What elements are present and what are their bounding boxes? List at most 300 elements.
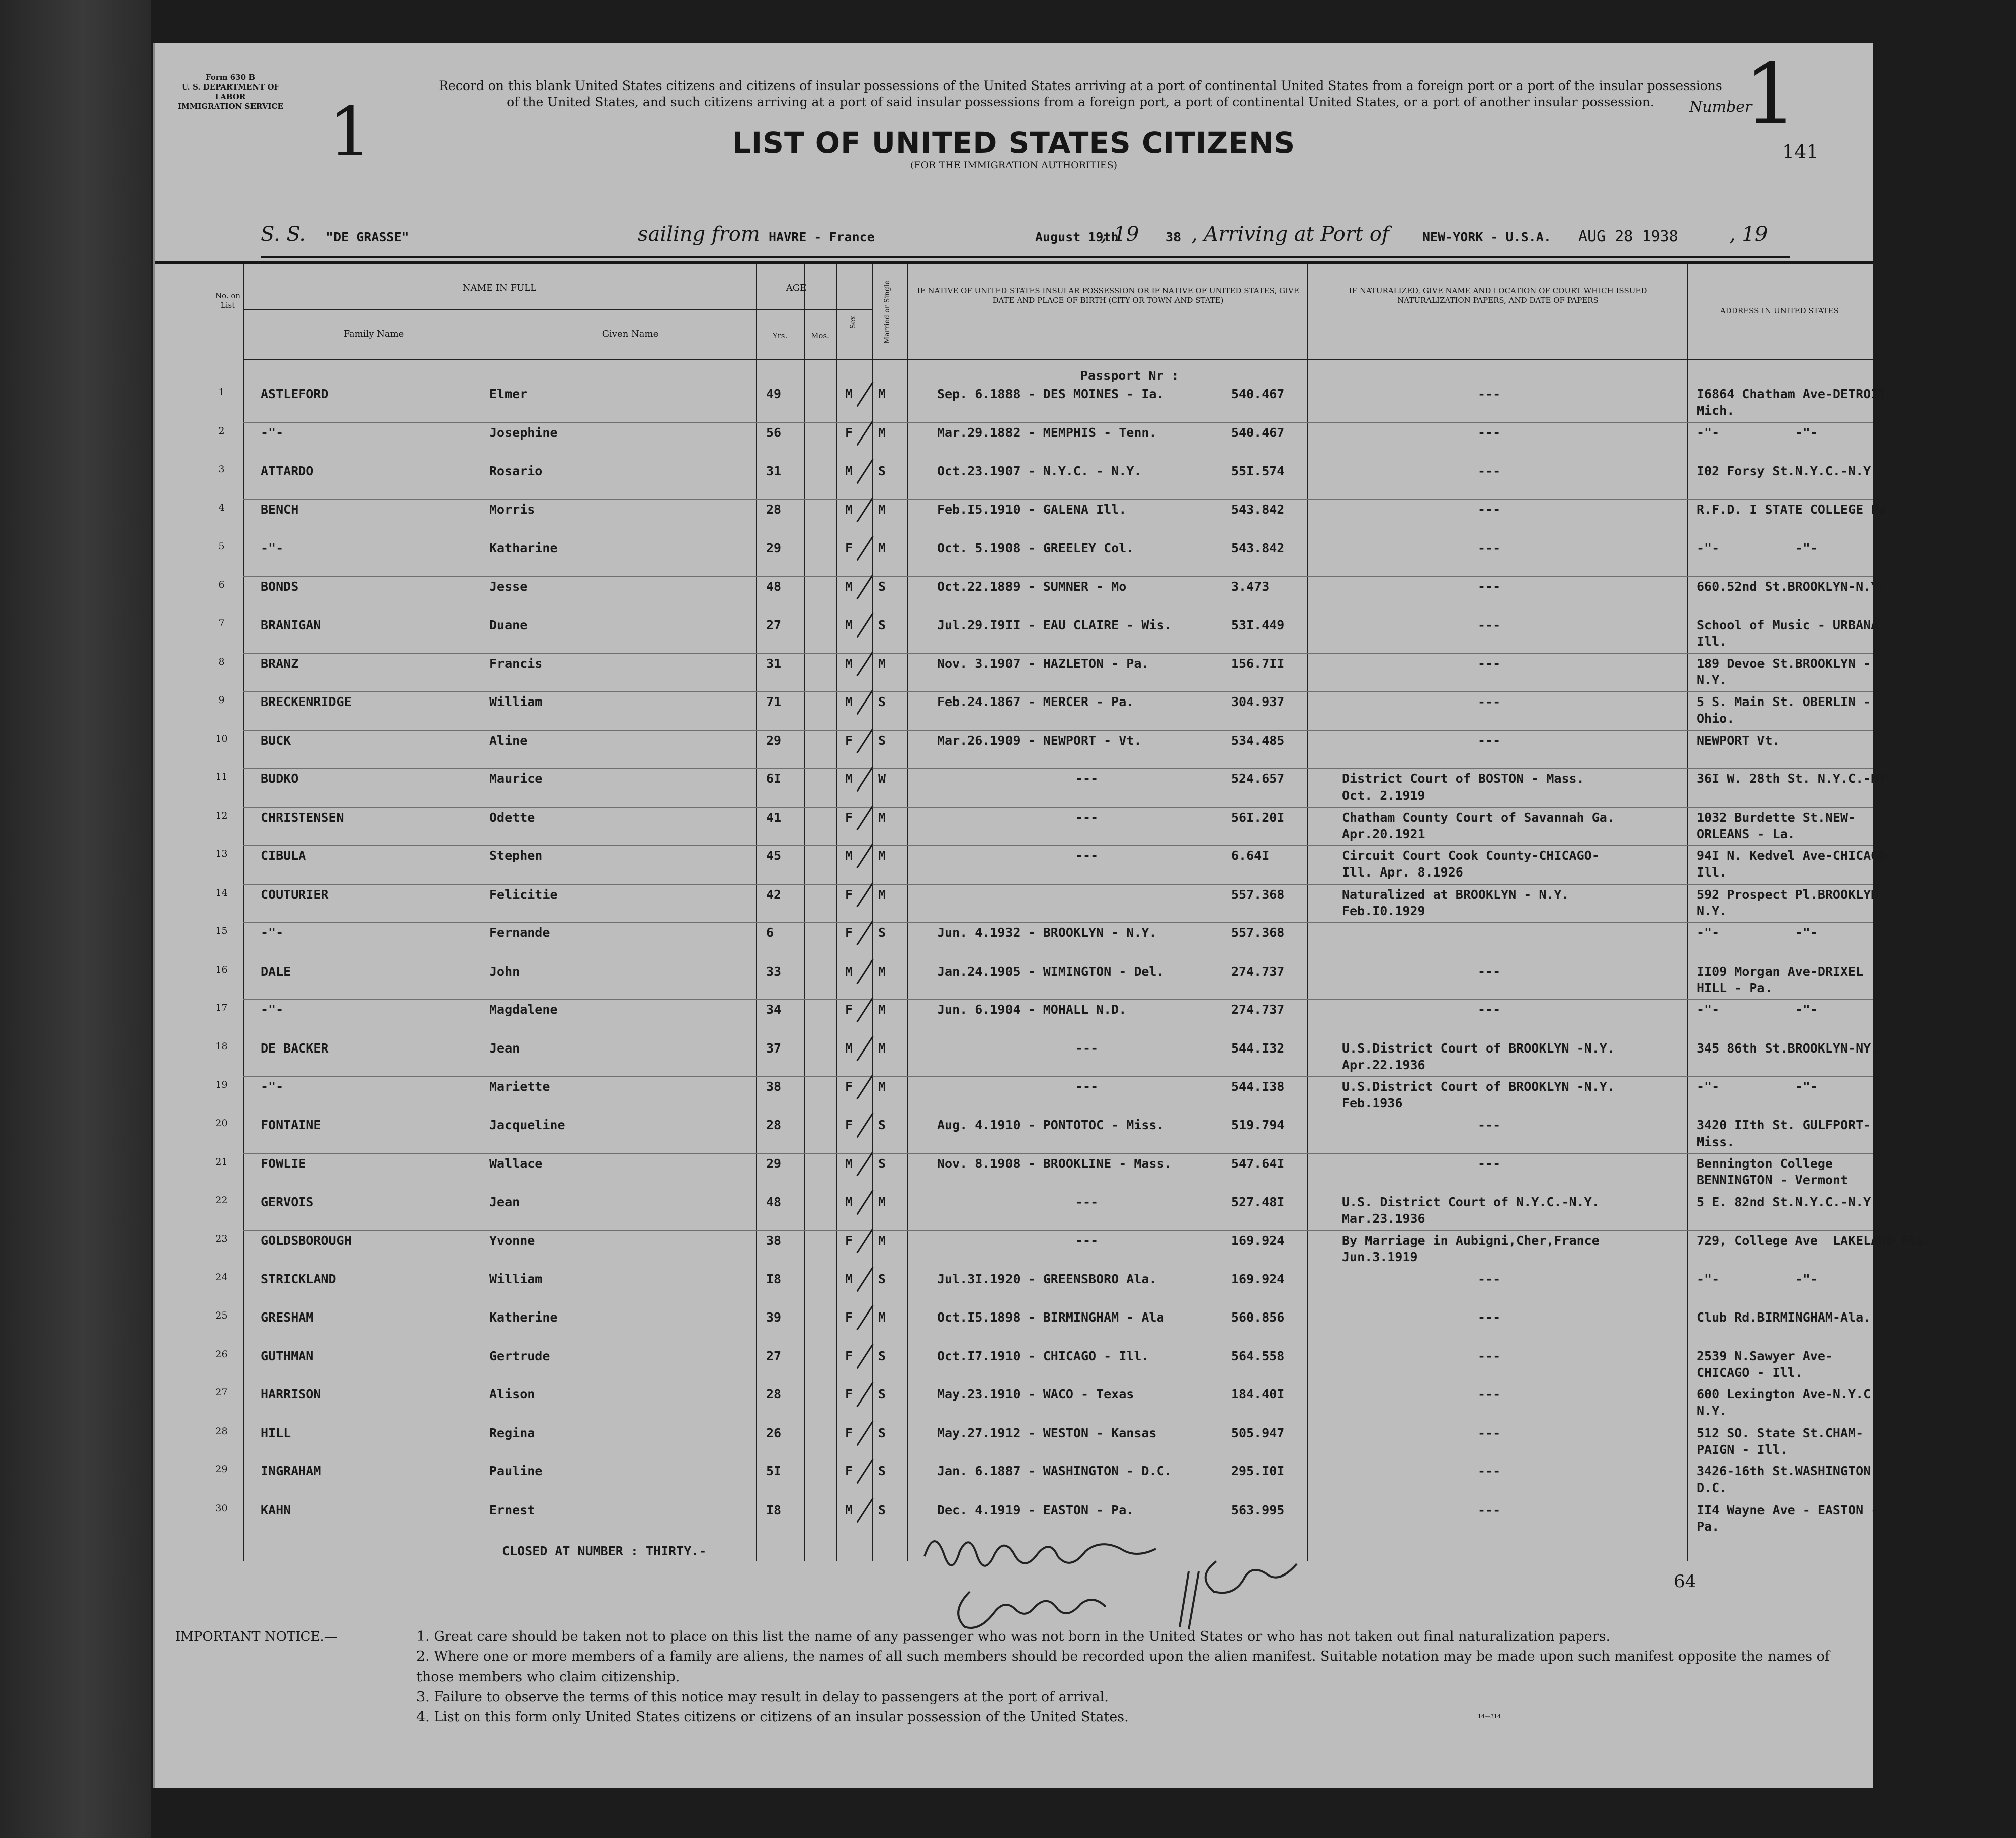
handwritten-list-number: 1 <box>328 93 372 171</box>
marital-status: M <box>878 541 886 555</box>
address: 189 Devoe St.BROOKLYN - <box>1697 656 1871 671</box>
naturalization-court: --- <box>1478 1310 1501 1325</box>
passport-number: 55I.574 <box>1231 464 1285 478</box>
passport-number: 56I.20I <box>1231 810 1285 825</box>
passport-number: 527.48I <box>1231 1194 1285 1209</box>
address: -"- -"- <box>1697 541 1818 555</box>
age-years: 38 <box>766 1233 782 1248</box>
birth-date-place: --- <box>1075 1040 1099 1056</box>
passport-number: 274.737 <box>1231 964 1285 979</box>
address: ORLEANS - La. <box>1697 826 1795 841</box>
age-years: 41 <box>766 810 782 825</box>
birth-date-place: Nov. 3.1907 - HAZLETON - Pa. <box>937 656 1149 671</box>
row-rule <box>243 691 1873 692</box>
age-years: 49 <box>766 387 782 401</box>
age-years: 27 <box>766 618 782 632</box>
birth-date-place: Aug. 4.1910 - PONTOTOC - Miss. <box>937 1117 1164 1132</box>
row-number: 15 <box>215 925 228 936</box>
form-code: 14—314 <box>1478 1713 1501 1720</box>
birth-date-place: Jan. 6.1887 - WASHINGTON - D.C. <box>937 1464 1172 1478</box>
check-mark <box>856 1189 873 1214</box>
marital-status: S <box>878 464 886 478</box>
passport-number: 540.467 <box>1231 387 1285 401</box>
naturalization-court: --- <box>1478 464 1501 478</box>
passport-number: 3.473 <box>1231 579 1270 594</box>
sex: M <box>845 1194 853 1209</box>
sheet-number: 141 <box>1782 141 1819 163</box>
marital-status: S <box>878 1271 886 1286</box>
marital-status: M <box>878 502 886 517</box>
row-number: 22 <box>215 1194 228 1206</box>
row-number: 4 <box>218 502 225 513</box>
row-number: 2 <box>218 425 225 436</box>
address: Pa. <box>1697 1519 1720 1534</box>
age-years: 28 <box>766 1387 782 1402</box>
sex: M <box>845 387 853 401</box>
closing-statement: CLOSED AT NUMBER : THIRTY.- <box>502 1544 707 1558</box>
sex: M <box>845 502 853 517</box>
notice-item: 2. Where one or more members of a family are aliens, the names of all such members should be recorded upon the alien manifest. Suitable notation may be made upon such manifest opposite the names of those members who claim citizenship. <box>416 1649 1830 1685</box>
birth-date-place: Mar.29.1882 - MEMPHIS - Tenn. <box>937 425 1157 440</box>
naturalization-court: Apr.22.1936 <box>1342 1057 1425 1072</box>
address: 3420 IIth St. GULFPORT- <box>1697 1117 1871 1132</box>
naturalization-court: --- <box>1478 964 1501 979</box>
family-name: -"- <box>261 1079 284 1094</box>
address: D.C. <box>1697 1480 1727 1495</box>
ss-label: S. S. <box>261 223 306 246</box>
naturalization-court: --- <box>1478 733 1501 748</box>
signature-scribble <box>909 1516 1362 1642</box>
check-mark <box>856 728 873 753</box>
address: N.Y. <box>1697 672 1727 687</box>
address: 600 Lexington Ave-N.Y.C. <box>1697 1387 1879 1402</box>
column-rule <box>836 264 837 1561</box>
given-name: Odette <box>489 810 535 825</box>
sex: F <box>845 1310 853 1325</box>
check-mark <box>856 382 873 407</box>
family-name: GRESHAM <box>261 1310 314 1325</box>
naturalization-court: --- <box>1478 694 1501 709</box>
given-name: William <box>489 694 543 709</box>
address: N.Y. <box>1697 1404 1727 1418</box>
marital-status: M <box>878 1040 886 1056</box>
address: N.Y. <box>1697 903 1727 918</box>
address: Mich. <box>1697 403 1735 418</box>
age-years: 45 <box>766 848 782 863</box>
naturalization-court: U.S.District Court of BROOKLYN -N.Y. <box>1342 1079 1615 1094</box>
address: II4 Wayne Ave - EASTON - <box>1697 1502 1879 1517</box>
family-name: FONTAINE <box>261 1117 321 1132</box>
naturalization-court: --- <box>1478 1464 1501 1478</box>
birth-date-place: Oct.I5.1898 - BIRMINGHAM - Ala <box>937 1310 1164 1325</box>
row-rule <box>243 1153 1873 1154</box>
sex: F <box>845 541 853 555</box>
family-name: DE BACKER <box>261 1040 329 1056</box>
departure-year: 38 <box>1166 230 1182 244</box>
birth-date-place: --- <box>1075 848 1099 863</box>
birth-date-place: Jun. 4.1932 - BROOKLYN - N.Y. <box>937 925 1157 940</box>
given-name: Ernest <box>489 1502 535 1517</box>
marital-status: S <box>878 694 886 709</box>
address: R.F.D. I STATE COLLEGE Pa. <box>1697 502 1894 517</box>
row-number: 5 <box>218 541 225 552</box>
check-mark <box>856 1459 873 1484</box>
row-rule <box>243 730 1873 731</box>
check-mark <box>856 1343 873 1368</box>
given-name: Regina <box>489 1425 535 1440</box>
row-rule <box>243 845 1873 846</box>
marital-status: M <box>878 887 886 902</box>
address: 1032 Burdette St.NEW- <box>1697 810 1856 825</box>
age-years: 33 <box>766 964 782 979</box>
passport-number: 519.794 <box>1231 1117 1285 1132</box>
check-mark <box>856 651 873 676</box>
family-name: STRICKLAND <box>261 1271 337 1286</box>
given-name: Mariette <box>489 1079 550 1094</box>
sailing-from-label: sailing from <box>638 223 760 246</box>
address: -"- -"- <box>1697 425 1818 440</box>
passport-number: 540.467 <box>1231 425 1285 440</box>
address: NEWPORT Vt. <box>1697 733 1780 748</box>
row-number: 27 <box>215 1387 228 1398</box>
age-years: 38 <box>766 1079 782 1094</box>
family-name: -"- <box>261 925 284 940</box>
form-reference: Form 630 B U. S. DEPARTMENT OF LABOR IMMIGRATION SERVICE <box>178 73 283 111</box>
marital-status: M <box>878 1194 886 1209</box>
arrival-port: NEW-YORK - U.S.A. <box>1422 230 1551 244</box>
sex: M <box>845 964 853 979</box>
given-name: Alison <box>489 1387 535 1402</box>
family-name: GOLDSBOROUGH <box>261 1233 352 1248</box>
marital-status: S <box>878 1464 886 1478</box>
row-rule <box>243 576 1873 577</box>
check-mark <box>856 958 873 984</box>
family-name: BRANIGAN <box>261 618 321 632</box>
passport-number: 304.937 <box>1231 694 1285 709</box>
address: Ill. <box>1697 634 1727 649</box>
given-name: Pauline <box>489 1464 543 1478</box>
check-mark <box>856 574 873 599</box>
age-years: 5I <box>766 1464 782 1478</box>
given-name: Maurice <box>489 771 543 786</box>
birth-date-place: --- <box>1075 1079 1099 1094</box>
passport-number: 560.856 <box>1231 1310 1285 1325</box>
header-rule <box>243 359 1873 360</box>
family-name: BENCH <box>261 502 299 517</box>
check-mark <box>856 843 873 868</box>
row-number: 8 <box>218 656 225 667</box>
column-rule <box>907 264 908 1561</box>
passenger-table <box>155 261 1931 1561</box>
row-number: 12 <box>215 810 228 821</box>
row-number: 26 <box>215 1348 228 1360</box>
row-number: 30 <box>215 1502 228 1514</box>
row-number: 16 <box>215 964 228 975</box>
col-header-naturalized: IF NATURALIZED, GIVE NAME AND LOCATION OF COURT WHICH ISSUED NATURALIZATION PAPERS, AND DATE OF PAPERS <box>1349 286 1647 305</box>
check-mark <box>856 689 873 715</box>
column-rule <box>756 264 757 1561</box>
year-suffix: , 19 <box>1729 223 1768 246</box>
naturalization-court: Apr.20.1921 <box>1342 826 1425 841</box>
marital-status: M <box>878 1079 886 1094</box>
family-name: -"- <box>261 541 284 555</box>
address: School of Music - URBANA <box>1697 618 1879 632</box>
sex: F <box>845 1425 853 1440</box>
row-number: 24 <box>215 1271 228 1283</box>
notice-item: 3. Failure to observe the terms of this notice may result in delay to passengers at the port of arrival. <box>416 1689 1109 1705</box>
sex: M <box>845 579 853 594</box>
year-prefix: , 19 <box>1101 223 1139 246</box>
check-mark <box>856 1305 873 1330</box>
sex: M <box>845 1040 853 1056</box>
col-header-married-or-single: Married or Single <box>883 280 891 344</box>
passport-number: 544.I38 <box>1231 1079 1285 1094</box>
naturalization-court: Mar.23.1936 <box>1342 1211 1425 1226</box>
sex: M <box>845 1502 853 1517</box>
given-name: Wallace <box>489 1156 543 1171</box>
col-header-sex: Sex <box>849 316 857 329</box>
birth-date-place: May.27.1912 - WESTON - Kansas <box>937 1425 1157 1440</box>
row-number: 9 <box>218 694 225 706</box>
family-name: BRANZ <box>261 656 299 671</box>
check-mark <box>856 920 873 945</box>
age-years: 26 <box>766 1425 782 1440</box>
birth-date-place: Jul.29.I9II - EAU CLAIRE - Wis. <box>937 618 1172 632</box>
family-name: -"- <box>261 1002 284 1017</box>
birth-date-place: Sep. 6.1888 - DES MOINES - Ia. <box>937 387 1164 401</box>
check-mark <box>856 1228 873 1253</box>
sex: F <box>845 733 853 748</box>
address: 5 E. 82nd St.N.Y.C.-N.Y. <box>1697 1194 1879 1209</box>
address: BENNINGTON - Vermont <box>1697 1173 1849 1187</box>
check-mark <box>856 1497 873 1522</box>
family-name: BRECKENRIDGE <box>261 694 352 709</box>
naturalization-court: Naturalized at BROOKLYN - N.Y. <box>1342 887 1569 902</box>
check-mark <box>856 1074 873 1099</box>
sex: F <box>845 925 853 940</box>
check-mark <box>856 1266 873 1291</box>
arrival-date-stamp: AUG 28 1938 <box>1578 228 1678 245</box>
birth-date-place: --- <box>1075 1233 1099 1248</box>
row-number: 1 <box>218 387 225 398</box>
sex: F <box>845 1387 853 1402</box>
given-name: Rosario <box>489 464 543 478</box>
column-rule <box>804 264 805 1561</box>
address: 512 SO. State St.CHAM- <box>1697 1425 1864 1440</box>
naturalization-court: District Court of BOSTON - Mass. <box>1342 771 1584 786</box>
age-years: 28 <box>766 1117 782 1132</box>
voyage-underline <box>261 256 1790 258</box>
row-number: 14 <box>215 887 228 898</box>
address: 660.52nd St.BROOKLYN-N.Y. <box>1697 579 1886 594</box>
col-header-address: ADDRESS IN UNITED STATES <box>1720 306 1839 315</box>
given-name: Jacqueline <box>489 1117 565 1132</box>
address: 345 86th St.BROOKLYN-NY. <box>1697 1040 1879 1056</box>
row-number: 20 <box>215 1117 228 1129</box>
marital-status: M <box>878 848 886 863</box>
sex: F <box>845 1348 853 1363</box>
address: I6864 Chatham Ave-DETROIT- <box>1697 387 1894 401</box>
sex: F <box>845 1464 853 1478</box>
family-name: BONDS <box>261 579 299 594</box>
departure-port: HAVRE - France <box>769 230 875 244</box>
row-number: 29 <box>215 1464 228 1475</box>
check-mark <box>856 612 873 638</box>
naturalization-court: --- <box>1478 579 1501 594</box>
address: 36I W. 28th St. N.Y.C.-NY <box>1697 771 1886 786</box>
given-name: Katherine <box>489 1310 558 1325</box>
passport-number: 53I.449 <box>1231 618 1285 632</box>
passport-number: 295.I0I <box>1231 1464 1285 1478</box>
family-name: INGRAHAM <box>261 1464 321 1478</box>
address: PAIGN - Ill. <box>1697 1442 1788 1457</box>
col-header-family-name: Family Name <box>343 329 404 339</box>
address: Bennington College <box>1697 1156 1833 1171</box>
address: 592 Prospect Pl.BROOKLYN <box>1697 887 1879 902</box>
address: -"- -"- <box>1697 925 1818 940</box>
age-years: 31 <box>766 464 782 478</box>
check-mark <box>856 1151 873 1176</box>
row-rule <box>243 1230 1873 1231</box>
naturalization-court: Ill. Apr. 8.1926 <box>1342 865 1463 880</box>
passport-number: 564.558 <box>1231 1348 1285 1363</box>
given-name: Yvonne <box>489 1233 535 1248</box>
document-title: LIST OF UNITED STATES CITIZENS <box>732 126 1296 160</box>
family-name: BUCK <box>261 733 291 748</box>
age-years: 48 <box>766 1194 782 1209</box>
sex: M <box>845 464 853 478</box>
family-name: CIBULA <box>261 848 306 863</box>
row-rule <box>243 653 1873 654</box>
family-name: KAHN <box>261 1502 291 1517</box>
passport-number: 6.64I <box>1231 848 1270 863</box>
passport-header: Passport Nr : <box>1080 368 1179 383</box>
given-name: Francis <box>489 656 543 671</box>
marital-status: M <box>878 656 886 671</box>
family-name: DALE <box>261 964 291 979</box>
naturalization-court: --- <box>1478 1425 1501 1440</box>
check-mark <box>856 882 873 907</box>
naturalization-court: Circuit Court Cook County-CHICAGO- <box>1342 848 1600 863</box>
row-number: 25 <box>215 1310 228 1321</box>
marital-status: S <box>878 1117 886 1132</box>
naturalization-court: Oct. 2.1919 <box>1342 788 1425 803</box>
marital-status: S <box>878 925 886 940</box>
birth-date-place: Mar.26.1909 - NEWPORT - Vt. <box>937 733 1142 748</box>
passport-number: 547.64I <box>1231 1156 1285 1171</box>
inspector-signature <box>909 1516 1362 1644</box>
given-name: Jean <box>489 1194 520 1209</box>
marital-status: M <box>878 1310 886 1325</box>
marital-status: M <box>878 387 886 401</box>
address: HILL - Pa. <box>1697 980 1773 995</box>
sex: M <box>845 694 853 709</box>
family-name: ATTARDO <box>261 464 314 478</box>
passport-number: 563.995 <box>1231 1502 1285 1517</box>
family-name: BUDKO <box>261 771 299 786</box>
row-number: 11 <box>215 771 228 782</box>
naturalization-court: --- <box>1478 1002 1501 1017</box>
family-name: CHRISTENSEN <box>261 810 344 825</box>
naturalization-court: --- <box>1478 1348 1501 1363</box>
notice-item: 1. Great care should be taken not to place on this list the name of any passenger who was not born in the United States or who has not taken out final naturalization papers. <box>416 1629 1611 1644</box>
age-years: 48 <box>766 579 782 594</box>
column-rule <box>1307 264 1308 1561</box>
address: II09 Morgan Ave-DRIXEL <box>1697 964 1864 979</box>
given-name: Felicitie <box>489 887 558 902</box>
col-header-age: AGE <box>786 283 807 293</box>
check-mark <box>856 1382 873 1407</box>
age-years: 42 <box>766 887 782 902</box>
column-rule <box>243 264 244 1561</box>
row-rule <box>243 884 1873 885</box>
col-header-name-in-full: NAME IN FULL <box>462 283 537 293</box>
column-rule <box>1687 264 1688 1561</box>
naturalization-court: Chatham County Court of Savannah Ga. <box>1342 810 1615 825</box>
given-name: Elmer <box>489 387 528 401</box>
address: Club Rd.BIRMINGHAM-Ala. <box>1697 1310 1871 1325</box>
passport-number: 534.485 <box>1231 733 1285 748</box>
age-years: I8 <box>766 1502 782 1517</box>
marital-status: M <box>878 425 886 440</box>
address: 729, College Ave LAKELAND Fla. <box>1697 1233 1931 1248</box>
record-instructions: Record on this blank United States citizens and citizens of insular possessions of the United States arriving at a port of continental United States from a foreign port or a port of the insular possessions of the United States, and such citizens arriving at a port of said insular possessions from a foreign port, a port of continental United States, or a port of another insular possession. <box>439 78 1722 109</box>
naturalization-court: --- <box>1478 618 1501 632</box>
naturalization-court: Jun.3.1919 <box>1342 1250 1418 1264</box>
col-header-given-name: Given Name <box>602 329 659 339</box>
given-name: Stephen <box>489 848 543 863</box>
passport-number: 524.657 <box>1231 771 1285 786</box>
naturalization-court: --- <box>1478 1271 1501 1286</box>
given-name: Aline <box>489 733 528 748</box>
birth-date-place: --- <box>1075 810 1099 825</box>
address: 94I N. Kedvel Ave-CHICAGO <box>1697 848 1886 863</box>
given-name: Morris <box>489 502 535 517</box>
check-mark <box>856 420 873 445</box>
family-name: GUTHMAN <box>261 1348 314 1363</box>
age-years: 34 <box>766 1002 782 1017</box>
col-header-mos: Mos. <box>811 331 829 340</box>
given-name: Magdalene <box>489 1002 558 1017</box>
row-number: 17 <box>215 1002 228 1013</box>
address: 3426-16th St.WASHINGTON - <box>1697 1464 1886 1478</box>
row-number: 18 <box>215 1040 228 1052</box>
check-mark <box>856 536 873 561</box>
col-header-yrs: Yrs. <box>772 331 788 340</box>
address: -"- -"- <box>1697 1271 1818 1286</box>
sex: M <box>845 771 853 786</box>
header-rule <box>243 309 872 310</box>
given-name: Duane <box>489 618 528 632</box>
address: 2539 N.Sawyer Ave- <box>1697 1348 1833 1363</box>
marital-status: M <box>878 964 886 979</box>
birth-date-place: Oct. 5.1908 - GREELEY Col. <box>937 541 1134 555</box>
family-name: COUTURIER <box>261 887 329 902</box>
notice-item: 4. List on this form only United States citizens or citizens of an insular possession of the United States. <box>416 1709 1129 1725</box>
birth-date-place: Feb.24.1867 - MERCER - Pa. <box>937 694 1134 709</box>
age-years: 28 <box>766 502 782 517</box>
sex: F <box>845 1117 853 1132</box>
passport-number: 184.40I <box>1231 1387 1285 1402</box>
naturalization-court: --- <box>1478 656 1501 671</box>
ship-name: "DE GRASSE" <box>326 230 409 244</box>
sex: F <box>845 1002 853 1017</box>
naturalization-court: U.S.District Court of BROOKLYN -N.Y. <box>1342 1040 1615 1056</box>
marital-status: S <box>878 1387 886 1402</box>
naturalization-court: By Marriage in Aubigni,Cher,France <box>1342 1233 1600 1248</box>
passport-number: 543.842 <box>1231 541 1285 555</box>
sex: F <box>845 887 853 902</box>
